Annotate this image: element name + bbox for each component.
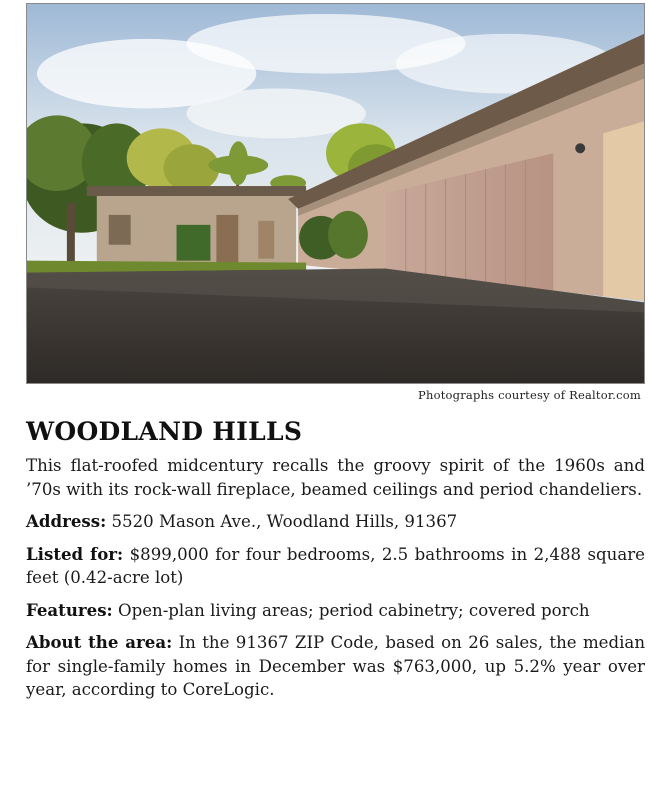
- intro-paragraph: This flat-roofed midcentury recalls the groovy spirit of the 1960s and ’70s with its rock-wall fireplace, beamed ceilings and period chandeliers.: [26, 456, 645, 499]
- listing-article: [26, 416, 645, 702]
- area-value: In the 91367 ZIP Code, based on 26 sales, the median for single-family homes in December was $763,000, up 5.2% year over year, according to CoreLogic.: [26, 633, 646, 699]
- address-value: 5520 Mason Ave., Woodland Hills, 91367: [106, 512, 458, 531]
- listed-label: Listed for:: [26, 543, 124, 564]
- house-photo: [26, 3, 645, 384]
- features-label: Features:: [26, 599, 113, 620]
- area-label: About the area:: [26, 632, 173, 652]
- address-label: Address:: [26, 511, 107, 531]
- address-paragraph: [26, 510, 645, 534]
- listed-paragraph: [26, 543, 645, 590]
- photo-credit: Photographs courtesy of Realtor.com: [418, 388, 641, 402]
- house-illustration: [27, 4, 644, 383]
- features-paragraph: [26, 599, 645, 623]
- features-value: Open-plan living areas; period cabinetry; covered porch: [112, 600, 590, 620]
- listed-value: $899,000 for four bedrooms, 2.5 bathrooms in 2,488 square feet (0.42-acre lot): [26, 544, 645, 587]
- area-paragraph: [26, 631, 645, 702]
- headline: WOODLAND HILLS: [26, 417, 303, 446]
